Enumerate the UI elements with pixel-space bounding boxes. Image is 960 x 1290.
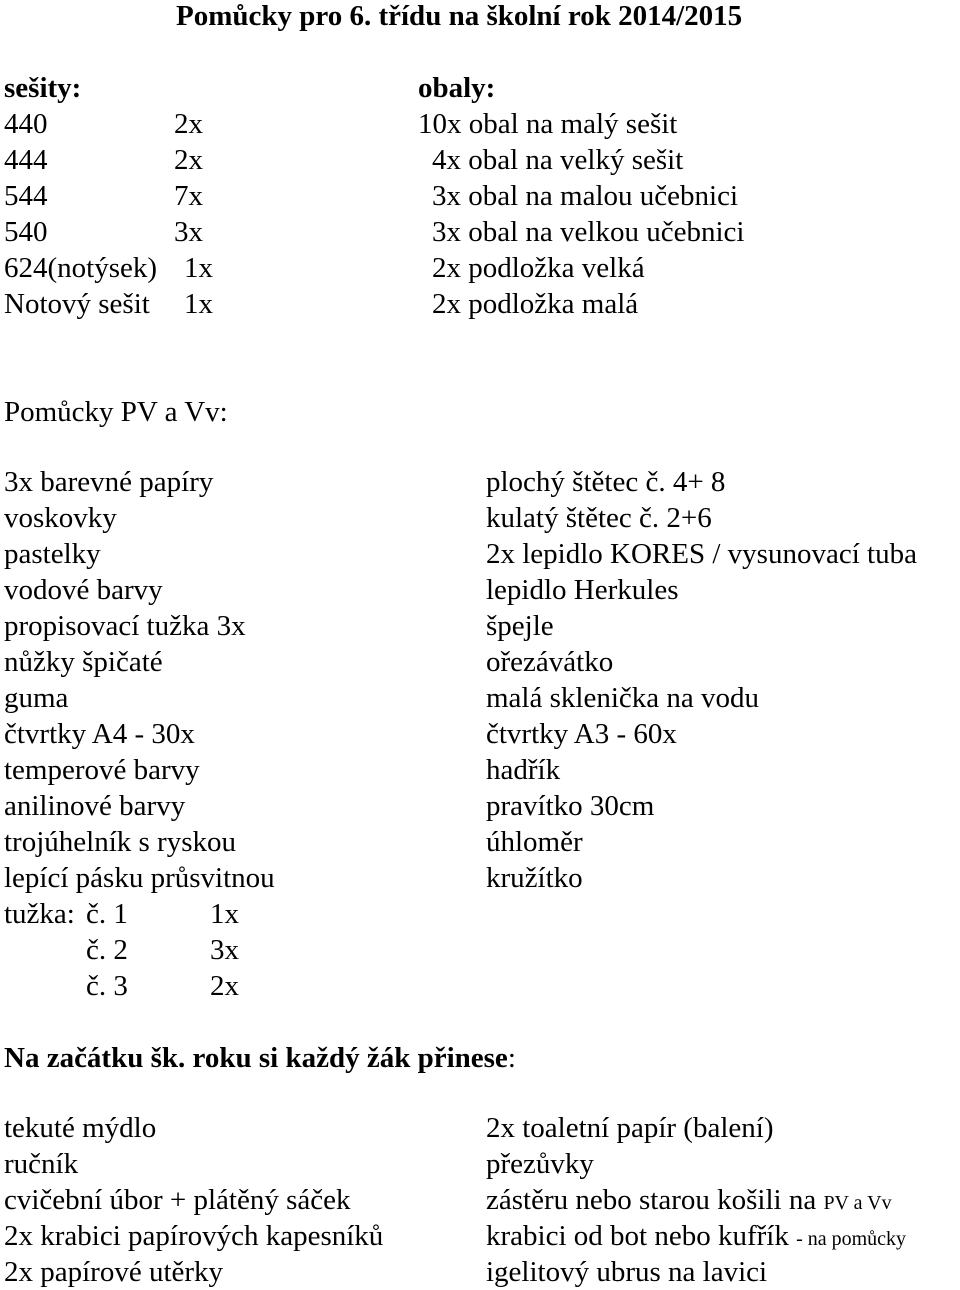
sesit-name: 444 (4, 144, 48, 176)
start-right-item (486, 1182, 892, 1221)
pv-left-item: čtvrtky A4 - 30x (4, 718, 195, 750)
pv-left-item: guma (4, 682, 69, 714)
pv-right-item: lepidlo Herkules (486, 574, 679, 606)
tuzka-number: č. 3 (86, 970, 128, 1002)
pv-left-item: nůžky špičaté (4, 646, 163, 678)
start-left-item: 2x papírové utěrky (4, 1256, 224, 1288)
sesit-name: 544 (4, 180, 48, 212)
pv-left-item: anilinové barvy (4, 790, 186, 822)
pv-left-item: vodové barvy (4, 574, 163, 606)
pv-left-item: voskovky (4, 502, 117, 534)
tuzka-number: č. 2 (86, 934, 128, 966)
pv-left-item: 3x barevné papíry (4, 466, 214, 498)
pv-right-item: 2x lepidlo KORES / vysunovací tuba (486, 538, 917, 570)
pv-heading: Pomůcky PV a Vv: (4, 396, 228, 428)
start-right-item (486, 1146, 594, 1182)
obal-item: 10x obal na malý sešit (418, 108, 678, 140)
start-left-item: tekuté mýdlo (4, 1112, 157, 1144)
page-title: Pomůcky pro 6. třídu na školní rok 2014/2015 (176, 0, 743, 32)
pv-left-item: lepící pásku průsvitnou (4, 862, 275, 894)
tuzka-number: č. 1 (86, 898, 128, 930)
start-right-note: - na pomůcky (796, 1228, 907, 1250)
pv-right-item: kružítko (486, 862, 583, 894)
start-heading-colon: : (507, 1042, 516, 1074)
sesit-qty: 3x (174, 216, 203, 248)
obaly-heading: obaly: (418, 72, 496, 104)
pv-right-item: kulatý štětec č. 2+6 (486, 502, 712, 534)
start-right-item (486, 1110, 773, 1146)
start-right-main: 2x toaletní papír (balení) (486, 1112, 774, 1144)
pv-left-item: temperové barvy (4, 754, 200, 786)
pv-right-item: ořezávátko (486, 646, 614, 678)
pv-left-item: propisovací tužka 3x (4, 610, 246, 642)
pv-left-item: pastelky (4, 538, 101, 570)
start-left-item: 2x krabici papírových kapesníků (4, 1220, 384, 1252)
start-right-note: PV a Vv (823, 1192, 892, 1214)
tuzka-label: tužka: (4, 898, 75, 930)
pv-right-item: hadřík (486, 754, 561, 786)
sesit-qty: 1x (184, 252, 213, 284)
start-right-main: igelitový ubrus na lavici (486, 1256, 768, 1288)
pv-right-item: plochý štětec č. 4+ 8 (486, 466, 726, 498)
start-heading (4, 1040, 516, 1076)
pv-left-item: trojúhelník s ryskou (4, 826, 236, 858)
tuzka-qty: 2x (210, 970, 239, 1002)
start-heading-rest: roku si každý žák přinese (185, 1042, 508, 1074)
sesit-name: 624(notýsek) (4, 252, 158, 284)
sesit-qty: 1x (184, 288, 213, 320)
pv-right-item: pravítko 30cm (486, 790, 655, 822)
obal-item: 3x obal na velkou učebnici (432, 216, 745, 248)
start-left-item: cvičební úbor + plátěný sáček (4, 1184, 351, 1216)
start-right-item (486, 1254, 767, 1290)
pv-right-item: malá sklenička na vodu (486, 682, 759, 714)
start-left-item: ručník (4, 1148, 79, 1180)
sesit-name: 540 (4, 216, 48, 248)
start-heading-bold: Na začátku šk. (4, 1042, 186, 1074)
obal-item: 2x podložka velká (432, 252, 645, 284)
obal-item: 4x obal na velký sešit (432, 144, 684, 176)
pv-right-item: úhloměr (486, 826, 583, 858)
start-right-item (486, 1218, 906, 1257)
sesity-heading: sešity: (4, 72, 82, 104)
pv-right-item: čtvrtky A3 - 60x (486, 718, 677, 750)
start-right-main: přezůvky (486, 1148, 594, 1180)
obal-item: 3x obal na malou učebnici (432, 180, 739, 212)
tuzka-qty: 3x (210, 934, 239, 966)
sesit-name: 440 (4, 108, 48, 140)
tuzka-qty: 1x (210, 898, 239, 930)
sesit-qty: 7x (174, 180, 203, 212)
obal-item: 2x podložka malá (432, 288, 639, 320)
pv-right-item: špejle (486, 610, 554, 642)
sesit-qty: 2x (174, 108, 203, 140)
start-right-main: zástěru nebo starou košili na (486, 1184, 824, 1216)
start-right-main: krabici od bot nebo kufřík (486, 1220, 797, 1252)
sesit-qty: 2x (174, 144, 203, 176)
sesit-name: Notový sešit (4, 288, 150, 320)
